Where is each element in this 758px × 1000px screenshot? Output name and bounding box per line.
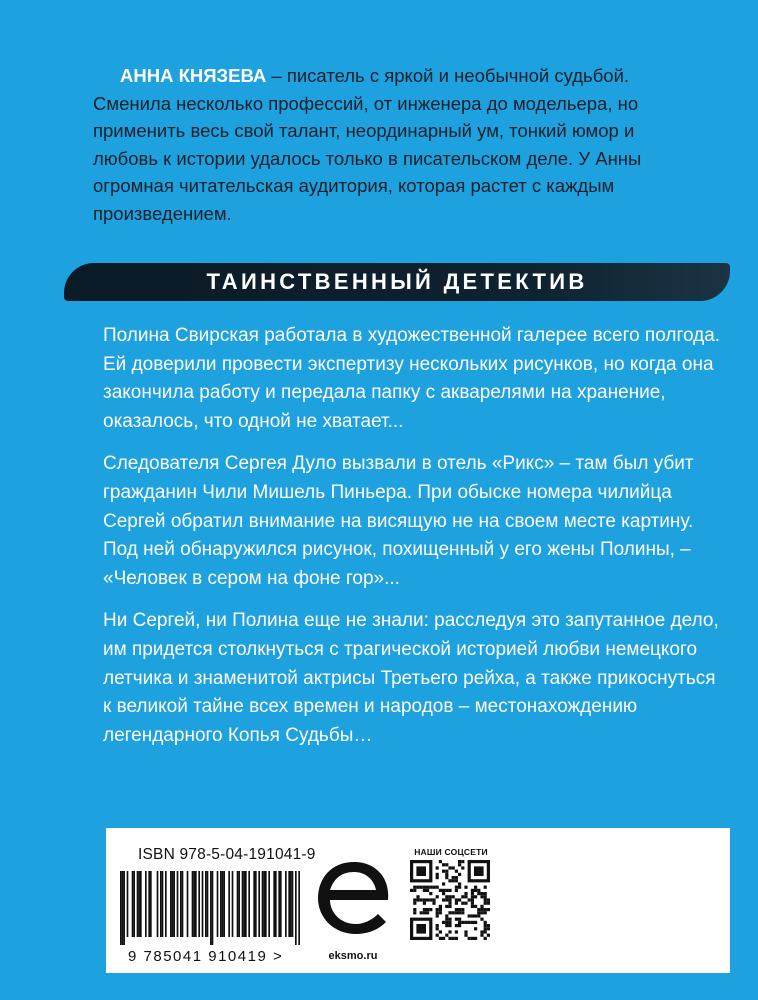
social-label: НАШИ СОЦСЕТИ [414, 847, 488, 857]
synopsis-paragraph: Полина Свирская работала в художественной галерее всего полгода. Ей доверили провести экспертизу нескольких рисунков, но когда она закончила работу и передала папку с акварелями на хранение, оказалось, что одной не хватает... [103, 325, 721, 432]
author-bio [93, 62, 693, 227]
synopsis-paragraph: Следователя Сергея Дуло вызвали в отель «Рикс» – там был убит гражданин Чили Мишель Пиньера. При обыске номера чилийца Сергей обратил внимание на висящую не на своем месте картину. Под ней обнаружился рисунок, похищенный у его жены Полины, – «Человек в сером на фоне гор»... [103, 453, 694, 589]
qr-code-icon[interactable] [410, 860, 490, 940]
author-name: АННА КНЯЗЕВА [120, 65, 267, 86]
genre-banner: ТАИНСТВЕННЫЙ ДЕТЕКТИВ [64, 263, 730, 301]
publisher-site[interactable]: eksmo.ru [328, 950, 378, 962]
eksmo-e-logo-icon [306, 854, 402, 942]
synopsis [103, 322, 723, 764]
isbn-text: ISBN 978-5-04-191041-9 [138, 846, 316, 863]
publisher-panel [504, 828, 730, 973]
author-bio-text: – писатель с яркой и необычной судьбой. Сменила несколько профессий, от инженера до модельера, но применить весь свой талант, неординарный ум, тонкий юмор и любовь к истории удалось только в писательском деле. У Анны огромная читательская аудитория, которая растет с каждым произведением. [93, 65, 642, 224]
barcode-icon [120, 871, 300, 945]
barcode-digits: 9 785041 910419 > [128, 948, 284, 965]
synopsis-paragraph: Ни Сергей, ни Полина еще не знали: расследуя это запутанное дело, им придется столкнуться с трагической историей любви немецкого летчика и знаменитой актрисы Третьего рейха, а также прикоснуться к великой тайне всех времен и народов – местонахождению легендарного Копья Судьбы… [103, 610, 719, 746]
